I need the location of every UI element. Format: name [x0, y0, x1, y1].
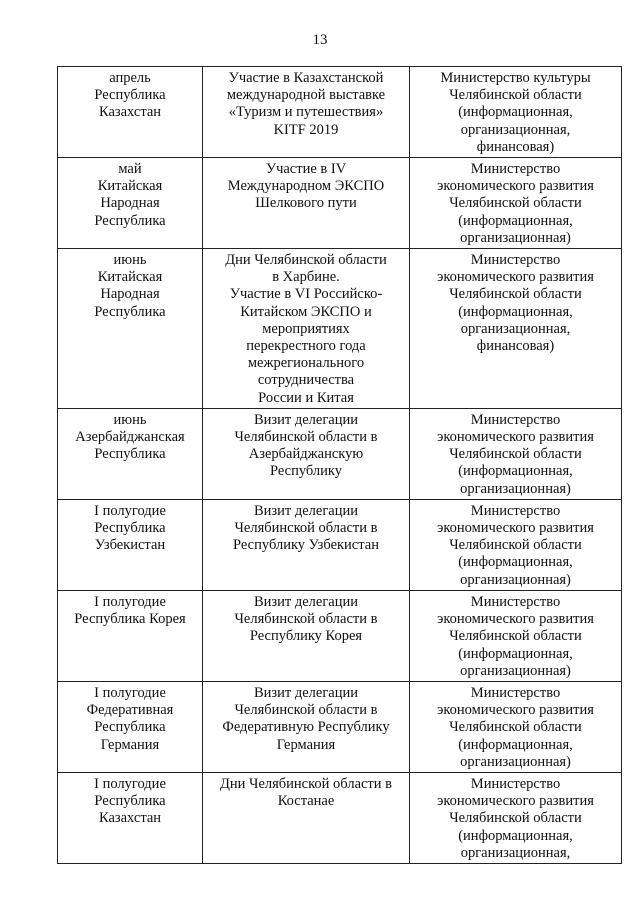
- events-table-body: [58, 67, 622, 864]
- event-text-line: KITF 2019: [273, 121, 339, 138]
- responsible-text-line: организационная,: [460, 121, 571, 138]
- event-cell: [203, 158, 410, 249]
- table-row: [58, 67, 622, 158]
- period-text-line: Народная: [100, 195, 160, 212]
- responsible-text-line: экономического развития: [437, 793, 594, 810]
- event-text-line: мероприятиях: [262, 320, 350, 337]
- period-text-line: Китайская: [97, 269, 163, 286]
- period-text-line: Казахстан: [98, 810, 162, 827]
- event-cell: [203, 67, 410, 158]
- responsible-cell: [410, 772, 622, 863]
- event-text-line: Шелкового пути: [255, 195, 357, 212]
- event-cell: [203, 590, 410, 681]
- period-text-line: Китайская: [97, 178, 163, 195]
- responsible-text-line: финансовая): [476, 338, 555, 355]
- responsible-text-line: (информационная,: [458, 212, 573, 229]
- event-text-line: перекрестного года: [246, 338, 366, 355]
- period-cell: [58, 158, 203, 249]
- table-row: [58, 158, 622, 249]
- responsible-text-line: Челябинской области: [449, 446, 582, 463]
- event-text-line: Германия: [276, 736, 336, 753]
- responsible-cell: [410, 590, 622, 681]
- event-text-line: Челябинской области в: [234, 611, 378, 628]
- responsible-text-line: Челябинской области: [449, 719, 582, 736]
- event-text-line: Визит делегации: [253, 502, 359, 519]
- responsible-text-line: Министерство: [470, 161, 561, 178]
- responsible-text-line: Челябинской области: [449, 195, 582, 212]
- event-text-line: Визит делегации: [253, 593, 359, 610]
- responsible-text-line: Министерство: [470, 684, 561, 701]
- event-text-line: Китайском ЭКСПО и: [240, 303, 372, 320]
- event-text-line: Челябинской области в: [234, 429, 378, 446]
- event-text-line: Дни Челябинской области в: [219, 775, 393, 792]
- table-row: [58, 499, 622, 590]
- responsible-text-line: (информационная,: [458, 827, 573, 844]
- event-text-line: Участие в Казахстанской: [228, 70, 384, 86]
- responsible-text-line: экономического развития: [437, 702, 594, 719]
- responsible-text-line: организационная): [460, 480, 571, 497]
- responsible-cell: [410, 67, 622, 158]
- responsible-cell: [410, 158, 622, 249]
- period-text-line: Республика: [94, 446, 166, 463]
- responsible-text-line: Министерство: [470, 775, 561, 792]
- responsible-text-line: организационная): [460, 662, 571, 679]
- event-cell: [203, 681, 410, 772]
- period-text-line: Республика Корея: [74, 611, 186, 628]
- period-cell: [58, 67, 203, 158]
- responsible-text-line: (информационная,: [458, 554, 573, 571]
- event-text-line: Челябинской области в: [234, 520, 378, 537]
- event-text-line: в Харбине.: [272, 269, 340, 286]
- event-text-line: Международном ЭКСПО: [227, 178, 385, 195]
- responsible-text-line: Челябинской области: [449, 810, 582, 827]
- responsible-cell: [410, 408, 622, 499]
- events-table: [57, 66, 622, 864]
- responsible-cell: [410, 249, 622, 409]
- period-text-line: Республика: [94, 520, 166, 537]
- period-text-line: Республика: [94, 719, 166, 736]
- responsible-text-line: экономического развития: [437, 611, 594, 628]
- period-text-line: I полугодие: [94, 684, 166, 701]
- period-cell: [58, 249, 203, 409]
- responsible-text-line: организационная,: [460, 320, 571, 337]
- responsible-text-line: организационная): [460, 229, 571, 246]
- responsible-text-line: Министерство культуры: [440, 70, 591, 86]
- responsible-cell: [410, 681, 622, 772]
- event-text-line: «Туризм и путешествия»: [228, 104, 384, 121]
- event-text-line: международной выставке: [226, 87, 386, 104]
- period-text-line: апрель: [109, 70, 151, 86]
- period-text-line: июнь: [113, 411, 147, 428]
- event-text-line: Участие в IV: [265, 161, 347, 178]
- responsible-text-line: (информационная,: [458, 104, 573, 121]
- period-text-line: I полугодие: [94, 593, 166, 610]
- event-text-line: Участие в VI Российско-: [229, 286, 383, 303]
- event-text-line: Костанае: [277, 793, 335, 810]
- period-cell: [58, 590, 203, 681]
- event-text-line: Челябинской области в: [234, 702, 378, 719]
- responsible-text-line: (информационная,: [458, 303, 573, 320]
- responsible-text-line: Министерство: [470, 593, 561, 610]
- event-cell: [203, 408, 410, 499]
- responsible-text-line: экономического развития: [437, 520, 594, 537]
- responsible-text-line: экономического развития: [437, 178, 594, 195]
- period-cell: [58, 772, 203, 863]
- responsible-text-line: Челябинской области: [449, 537, 582, 554]
- table-row: [58, 590, 622, 681]
- event-text-line: Республику Корея: [249, 628, 363, 645]
- period-cell: [58, 499, 203, 590]
- event-text-line: Визит делегации: [253, 684, 359, 701]
- table-row: [58, 408, 622, 499]
- table-row: [58, 772, 622, 863]
- event-cell: [203, 249, 410, 409]
- responsible-text-line: Челябинской области: [449, 628, 582, 645]
- period-text-line: Германия: [100, 736, 160, 753]
- event-cell: [203, 499, 410, 590]
- period-text-line: Республика: [94, 87, 166, 104]
- responsible-text-line: организационная,: [460, 844, 571, 861]
- responsible-text-line: Челябинской области: [449, 286, 582, 303]
- event-text-line: Азербайджанскую: [248, 446, 364, 463]
- period-text-line: Узбекистан: [94, 537, 166, 554]
- period-text-line: Республика: [94, 212, 166, 229]
- responsible-text-line: Министерство: [470, 411, 561, 428]
- period-text-line: I полугодие: [94, 502, 166, 519]
- table-row: [58, 249, 622, 409]
- responsible-text-line: Челябинской области: [449, 87, 582, 104]
- period-cell: [58, 681, 203, 772]
- responsible-text-line: Министерство: [470, 502, 561, 519]
- responsible-text-line: (информационная,: [458, 736, 573, 753]
- responsible-text-line: экономического развития: [437, 269, 594, 286]
- responsible-text-line: организационная): [460, 571, 571, 588]
- period-text-line: июнь: [113, 252, 147, 269]
- responsible-text-line: экономического развития: [437, 429, 594, 446]
- responsible-cell: [410, 499, 622, 590]
- event-text-line: Дни Челябинской области: [225, 252, 387, 269]
- responsible-text-line: (информационная,: [458, 463, 573, 480]
- event-text-line: межрегионального: [247, 355, 365, 372]
- event-text-line: Республику: [269, 463, 343, 480]
- page-number: 13: [312, 32, 328, 48]
- period-text-line: Республика: [94, 793, 166, 810]
- event-text-line: Республику Узбекистан: [233, 537, 379, 554]
- table-row: [58, 681, 622, 772]
- event-text-line: России и Китая: [258, 389, 354, 406]
- period-text-line: Федеративная: [86, 702, 174, 719]
- event-cell: [203, 772, 410, 863]
- period-text-line: Республика: [94, 303, 166, 320]
- period-text-line: Азербайджанская: [75, 429, 185, 446]
- event-text-line: сотрудничества: [257, 372, 355, 389]
- period-text-line: I полугодие: [94, 775, 166, 792]
- event-text-line: Визит делегации: [253, 411, 359, 428]
- responsible-text-line: финансовая): [476, 138, 555, 155]
- period-cell: [58, 408, 203, 499]
- period-text-line: май: [118, 161, 142, 178]
- responsible-text-line: организационная): [460, 753, 571, 770]
- period-text-line: Народная: [100, 286, 160, 303]
- event-text-line: Федеративную Республику: [222, 719, 390, 736]
- responsible-text-line: Министерство: [470, 252, 561, 269]
- responsible-text-line: (информационная,: [458, 645, 573, 662]
- period-text-line: Казахстан: [98, 104, 162, 121]
